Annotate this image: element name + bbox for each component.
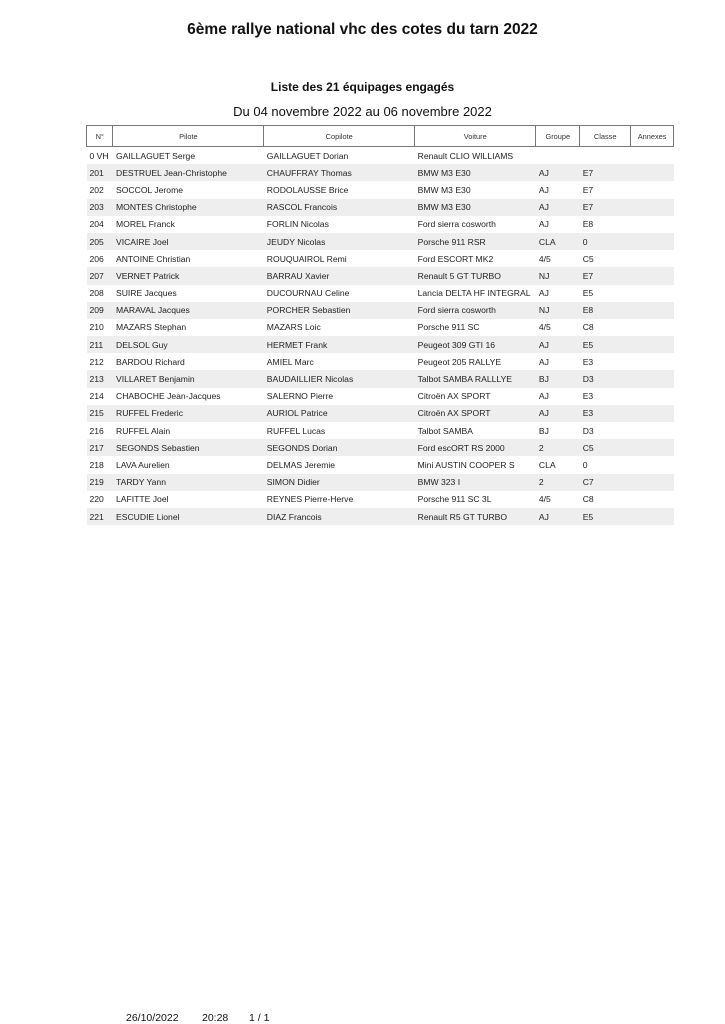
table-row	[87, 267, 674, 284]
table-row	[87, 474, 674, 491]
table-row	[87, 250, 674, 267]
table-row	[87, 353, 674, 370]
cell-annexes	[631, 353, 674, 370]
cell-class: E5	[580, 508, 631, 525]
cell-copilot: RASCOL Francois	[264, 199, 415, 216]
cell-class: 0	[580, 233, 631, 250]
cell-group: CLA	[538, 459, 556, 470]
cell-class: E7	[580, 199, 631, 216]
cell-group: 4/5	[538, 322, 551, 333]
table-row	[87, 508, 674, 525]
cell-pilot: BARDOU Richard	[115, 356, 185, 367]
cell-car: Lancia DELTA HF INTEGRAL	[417, 288, 531, 299]
table-header-row	[87, 126, 674, 147]
cell-pilot: LAVA Aurelien	[115, 459, 170, 470]
cell-number: 207	[87, 267, 113, 284]
cell-car: Porsche 911 SC 3L	[417, 494, 492, 505]
cell-copilot: REYNES Pierre-Herve	[266, 494, 354, 505]
cell-class: E7	[580, 267, 631, 284]
footer-time: 20:28	[202, 1012, 229, 1024]
header-group: Groupe	[536, 126, 580, 147]
cell-number: 204	[89, 219, 104, 230]
table-row	[87, 370, 674, 387]
cell-group: 2	[536, 474, 580, 491]
cell-number: 217	[87, 439, 113, 456]
cell-group: CLA	[536, 233, 580, 250]
cell-car: Peugeot 309 GTI 16	[415, 336, 536, 353]
cell-pilot: SOCCOL Jerome	[115, 184, 184, 195]
cell-group: 4/5	[538, 494, 551, 505]
cell-group: AJ	[538, 356, 549, 367]
cell-pilot: MARAVAL Jacques	[113, 302, 264, 319]
crews-table	[86, 125, 674, 525]
cell-annexes	[631, 250, 674, 267]
cell-annexes	[631, 491, 674, 508]
cell-car: Talbot SAMBA RALLLYE	[415, 370, 536, 387]
cell-annexes	[631, 439, 674, 456]
header-annexes: Annexes	[631, 126, 674, 147]
cell-annexes	[631, 336, 674, 353]
cell-group: BJ	[536, 370, 580, 387]
cell-group: AJ	[538, 184, 549, 195]
cell-copilot: DIAZ Francois	[264, 508, 415, 525]
cell-car: Peugeot 205 RALLYE	[417, 356, 502, 367]
cell-copilot: RODOLAUSSE Brice	[266, 184, 349, 195]
cell-copilot: ROUQUAIROL Remi	[266, 253, 347, 264]
cell-copilot: JEUDY Nicolas	[264, 233, 415, 250]
cell-car: Ford escORT RS 2000	[415, 439, 536, 456]
cell-annexes	[631, 422, 674, 439]
cell-annexes	[631, 508, 674, 525]
table-row	[87, 164, 674, 181]
cell-car: Porsche 911 SC	[417, 322, 480, 333]
table-row	[87, 216, 674, 233]
cell-number: 216	[89, 425, 104, 436]
cell-car: Citroën AX SPORT	[415, 405, 536, 422]
table-row	[87, 147, 674, 165]
cell-number: 203	[87, 199, 113, 216]
cell-group: BJ	[538, 425, 549, 436]
cell-group: AJ	[536, 508, 580, 525]
cell-number: 218	[89, 459, 104, 470]
cell-number: 208	[89, 288, 104, 299]
table-row	[87, 302, 674, 319]
cell-class: E8	[580, 302, 631, 319]
cell-pilot: VERNET Patrick	[113, 267, 264, 284]
table-row	[87, 285, 674, 302]
cell-number: 202	[89, 184, 104, 195]
cell-copilot: HERMET Frank	[264, 336, 415, 353]
cell-pilot: VILLARET Benjamin	[113, 370, 264, 387]
table-row	[87, 491, 674, 508]
cell-annexes	[631, 474, 674, 491]
cell-group: 2	[536, 439, 580, 456]
document-subtitle: Liste des 21 équipages engagés	[270, 80, 455, 94]
cell-pilot: SUIRE Jacques	[115, 288, 177, 299]
cell-annexes	[631, 302, 674, 319]
cell-copilot: BARRAU Xavier	[264, 267, 415, 284]
cell-car: BMW 323 I	[415, 474, 536, 491]
cell-number: 211	[87, 336, 113, 353]
cell-copilot: CHAUFFRAY Thomas	[264, 164, 415, 181]
cell-copilot: AURIOL Patrice	[264, 405, 415, 422]
cell-pilot: ANTOINE Christian	[115, 253, 191, 264]
cell-group: AJ	[538, 288, 549, 299]
cell-number: 213	[87, 370, 113, 387]
document-title: 6ème rallye national vhc des cotes du tarn 2022	[187, 21, 538, 38]
table-row	[87, 439, 674, 456]
table-row	[87, 405, 674, 422]
cell-number: 205	[87, 233, 113, 250]
cell-car: Porsche 911 RSR	[415, 233, 536, 250]
table-row	[87, 336, 674, 353]
cell-class: C8	[582, 494, 594, 505]
cell-copilot: DELMAS Jeremie	[266, 459, 336, 470]
cell-class: E3	[582, 356, 594, 367]
cell-class	[580, 147, 631, 165]
cell-group: AJ	[536, 405, 580, 422]
cell-copilot: SIMON Didier	[264, 474, 415, 491]
cell-copilot: AMIEL Marc	[266, 356, 314, 367]
cell-annexes	[631, 147, 674, 165]
cell-number: 220	[89, 494, 104, 505]
cell-annexes	[631, 216, 674, 233]
cell-class: C5	[582, 253, 594, 264]
cell-number: 0 VH	[89, 150, 109, 161]
footer-page-number: 1 / 1	[249, 1012, 270, 1024]
cell-number: 209	[87, 302, 113, 319]
header-number: N°	[87, 126, 113, 147]
cell-number: 206	[89, 253, 104, 264]
cell-annexes	[631, 405, 674, 422]
cell-annexes	[631, 388, 674, 405]
header-pilot: Pilote	[113, 126, 264, 147]
cell-car: Renault 5 GT TURBO	[415, 267, 536, 284]
cell-annexes	[631, 370, 674, 387]
cell-number: 201	[87, 164, 113, 181]
cell-copilot: GAILLAGUET Dorian	[266, 150, 349, 161]
cell-number: 212	[89, 356, 104, 367]
cell-pilot: MONTES Christophe	[113, 199, 264, 216]
table-body	[87, 147, 674, 526]
table-row	[87, 388, 674, 405]
cell-pilot: GAILLAGUET Serge	[115, 150, 196, 161]
cell-car: Renault CLIO WILLIAMS	[417, 150, 514, 161]
cell-class: E8	[582, 219, 594, 230]
cell-annexes	[631, 233, 674, 250]
cell-copilot: SEGONDS Dorian	[264, 439, 415, 456]
cell-pilot: VICAIRE Joel	[113, 233, 264, 250]
cell-number: 215	[87, 405, 113, 422]
cell-copilot: SALERNO Pierre	[266, 391, 334, 402]
table-row	[87, 233, 674, 250]
header-class: Classe	[580, 126, 631, 147]
table-row	[87, 181, 674, 198]
cell-class: C8	[582, 322, 594, 333]
footer-date: 26/10/2022	[126, 1012, 179, 1024]
cell-class: E3	[582, 391, 594, 402]
table-row	[87, 199, 674, 216]
cell-group: NJ	[536, 302, 580, 319]
cell-annexes	[631, 285, 674, 302]
cell-car: Talbot SAMBA	[417, 425, 474, 436]
cell-group: AJ	[538, 391, 549, 402]
cell-class: E5	[580, 336, 631, 353]
cell-pilot: TARDY Yann	[113, 474, 264, 491]
cell-copilot: DUCOURNAU Celine	[266, 288, 350, 299]
cell-pilot: SEGONDS Sebastien	[113, 439, 264, 456]
cell-group	[536, 147, 580, 165]
cell-annexes	[631, 319, 674, 336]
header-car: Voiture	[415, 126, 536, 147]
header-copilot: Copilote	[264, 126, 415, 147]
cell-class: E7	[582, 184, 594, 195]
cell-car: Citroën AX SPORT	[417, 391, 491, 402]
cell-annexes	[631, 164, 674, 181]
cell-number: 221	[87, 508, 113, 525]
cell-car: BMW M3 E30	[415, 164, 536, 181]
cell-number: 210	[89, 322, 104, 333]
cell-class: 0	[582, 459, 588, 470]
cell-copilot: MAZARS Loic	[266, 322, 321, 333]
cell-group: 4/5	[538, 253, 551, 264]
cell-class: E5	[582, 288, 594, 299]
cell-pilot: LAFITTE Joel	[115, 494, 169, 505]
cell-group: AJ	[536, 336, 580, 353]
cell-class: C5	[580, 439, 631, 456]
cell-car: Ford sierra cosworth	[415, 302, 536, 319]
event-dates: Du 04 novembre 2022 au 06 novembre 2022	[233, 104, 492, 119]
cell-class: E7	[580, 164, 631, 181]
cell-number: 214	[89, 391, 104, 402]
cell-copilot: FORLIN Nicolas	[266, 219, 329, 230]
cell-car: Ford sierra cosworth	[417, 219, 496, 230]
cell-annexes	[631, 199, 674, 216]
cell-annexes	[631, 181, 674, 198]
table-row	[87, 456, 674, 473]
cell-group: AJ	[536, 199, 580, 216]
cell-number: 219	[87, 474, 113, 491]
cell-pilot: CHABOCHE Jean-Jacques	[115, 391, 221, 402]
cell-pilot: RUFFEL Frederic	[113, 405, 264, 422]
cell-pilot: MOREL Franck	[115, 219, 175, 230]
cell-copilot: BAUDAILLIER Nicolas	[264, 370, 415, 387]
cell-pilot: ESCUDIE Lionel	[113, 508, 264, 525]
cell-car: Renault R5 GT TURBO	[415, 508, 536, 525]
cell-car: BMW M3 E30	[415, 199, 536, 216]
cell-class: C7	[580, 474, 631, 491]
cell-group: AJ	[538, 219, 549, 230]
cell-copilot: PORCHER Sebastien	[264, 302, 415, 319]
cell-group: NJ	[536, 267, 580, 284]
cell-class: D3	[580, 370, 631, 387]
cell-car: Ford ESCORT MK2	[417, 253, 494, 264]
cell-annexes	[631, 267, 674, 284]
cell-pilot: DELSOL Guy	[113, 336, 264, 353]
cell-class: E3	[580, 405, 631, 422]
cell-class: D3	[582, 425, 594, 436]
cell-pilot: DESTRUEL Jean-Christophe	[113, 164, 264, 181]
cell-pilot: RUFFEL Alain	[115, 425, 171, 436]
table-row	[87, 422, 674, 439]
cell-pilot: MAZARS Stephan	[115, 322, 187, 333]
cell-car: Mini AUSTIN COOPER S	[417, 459, 515, 470]
cell-copilot: RUFFEL Lucas	[266, 425, 326, 436]
cell-car: BMW M3 E30	[417, 184, 471, 195]
table-row	[87, 319, 674, 336]
cell-annexes	[631, 456, 674, 473]
cell-group: AJ	[536, 164, 580, 181]
